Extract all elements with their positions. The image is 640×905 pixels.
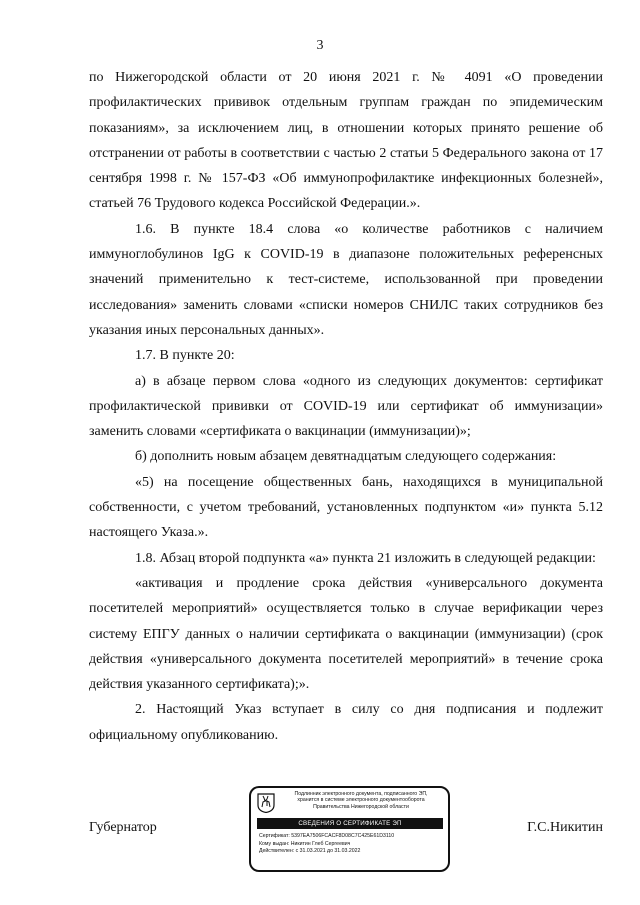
stamp-header — [275, 791, 447, 810]
paragraph-1-6: 1.6. В пункте 18.4 слова «о количестве работников с наличием иммуноглобулинов IgG к COVID-19 в диапазоне положительных референсных значений применительно к тест-системе, использованной при проведении исследования» заменить словами «списки номеров СНИЛС таких сотрудников без указания иных персональных данных». — [89, 221, 603, 338]
signatory-name: Г.С.Никитин — [527, 820, 603, 835]
paragraph-new-item-5: «5) на посещение общественных бань, находящихся в муниципальной собственности, с учетом требований, установленных подпунктом «и» пункта 5.12 настоящего Указа.». — [89, 474, 603, 541]
paragraph-1-7-a: а) в абзаце первом слова «одного из следующих документов: сертификат профилактической прививки от COVID-19 или сертификат об иммунизации» заменить словами «сертификата о вакцинации (иммунизации)»; — [89, 373, 603, 440]
nizhny-novgorod-deer-emblem-icon — [257, 793, 275, 813]
paragraph-1-8-quote: «активация и продление срока действия «универсального документа посетителей мероприятий» осуществляется только в случае верификации через систему ЕПГУ данных о наличии сертификата о вакцинации (иммунизации) (срок действия «универсального документа посетителей мероприятий» в течение срока действия указанного сертификата);». — [89, 575, 603, 693]
document-body — [89, 65, 603, 748]
stamp-validity: Действителен: с 31.03.2021 до 31.03.2022 — [259, 848, 361, 855]
stamp-title-bar: СВЕДЕНИЯ О СЕРТИФИКАТЕ ЭП — [257, 818, 443, 829]
signatory-position: Губернатор — [89, 820, 157, 835]
paragraph-continuation: по Нижегородской области от 20 июня 2021 г. № 4091 «О проведении профилактических прививок отдельным группам граждан по эпидемическим показаниям», за исключением лиц, в отношении которых принято решение об отстранении от работы в соответствии с частью 2 статьи 5 Федерального закона от 17 сентября 1998 г. № 157-ФЗ «Об иммунопрофилактике инфекционных болезней», статьей 76 Трудового кодекса Российской Федерации.». — [89, 70, 603, 212]
stamp-header-line: Подлинник электронного документа, подписанного ЭП, — [294, 791, 428, 797]
paragraph-1-7: 1.7. В пункте 20: — [135, 348, 235, 364]
stamp-certificate: Сертификат: 5397EA7506FCACF8D08C7C425E61D3110 — [259, 833, 395, 839]
stamp-header-line: Правительства Нижегородской области — [313, 803, 409, 810]
electronic-signature-stamp — [249, 786, 450, 872]
page-number: 3 — [316, 38, 324, 53]
paragraph-2: 2. Настоящий Указ вступает в силу со дня подписания и подлежит официальному опубликованию. — [89, 702, 603, 743]
paragraph-1-7-b: б) дополнить новым абзацем девятнадцатым следующего содержания: — [135, 449, 557, 465]
paragraph-1-8: 1.8. Абзац второй подпункта «а» пункта 21 изложить в следующей редакции: — [135, 550, 596, 566]
stamp-header-line: хранится в системе электронного документооборота — [297, 797, 425, 804]
stamp-issued-to: Кому выдан: Никитин Глеб Сергеевич — [259, 840, 351, 847]
stamp-details — [259, 833, 445, 856]
